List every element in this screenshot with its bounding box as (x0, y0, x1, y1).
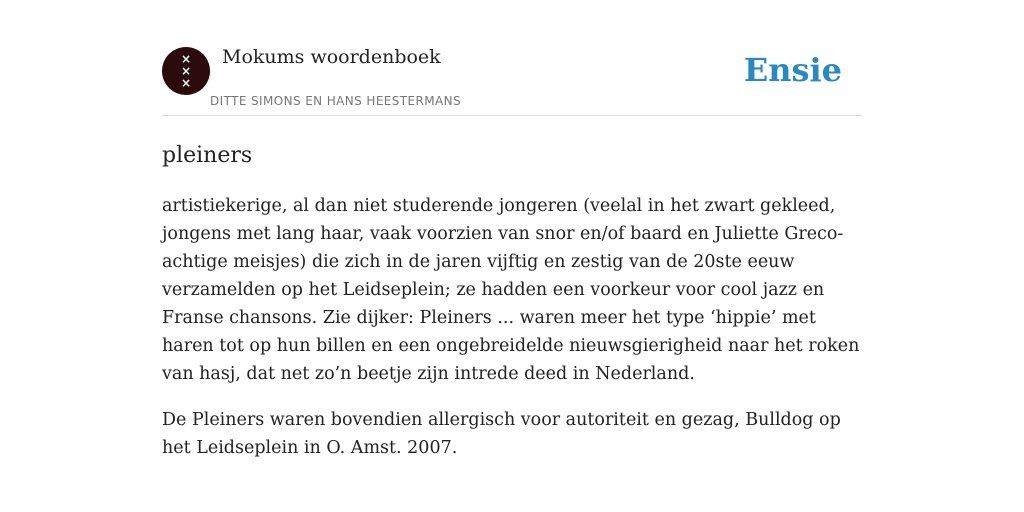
ensie-brand-link[interactable]: Ensie (743, 51, 842, 89)
amsterdam-crosses-logo-icon[interactable] (162, 47, 210, 95)
definition-paragraph: De Pleiners waren bovendien allergisch voor autoriteit en gezag, Bulldog op het Leidseplein in O. Amst. 2007. (162, 410, 841, 458)
cross-icon: × (180, 52, 192, 66)
cross-icon: × (180, 76, 192, 90)
entry-term: pleiners (162, 143, 253, 168)
entry-definition (162, 192, 862, 462)
header (162, 0, 862, 116)
content-container (162, 0, 862, 480)
cross-icon: × (180, 64, 192, 78)
dictionary-title-link[interactable]: Mokums woordenboek (222, 46, 441, 68)
definition-paragraph: artistiekerige, al dan niet studerende jongeren (veelal in het zwart gekleed, jongens met lang haar, vaak voorzien van snor en/of baard en Juliette Greco-achtige meisjes) die zich in de jaren vijftig en zestig van de 20ste eeuw verzamelden op het Leidseplein; ze hadden een voorkeur voor cool jazz en Franse chansons. Zie dijker: Pleiners ... waren meer het type ‘hippie’ met haren tot op hun billen en een ongebreidelde nieuwsgierigheid naar het roken van hasj, dat net zo’n beetje zijn intrede deed in Nederland. (162, 196, 860, 384)
dictionary-authors: DITTE SIMONS EN HANS HEESTERMANS (210, 94, 462, 108)
